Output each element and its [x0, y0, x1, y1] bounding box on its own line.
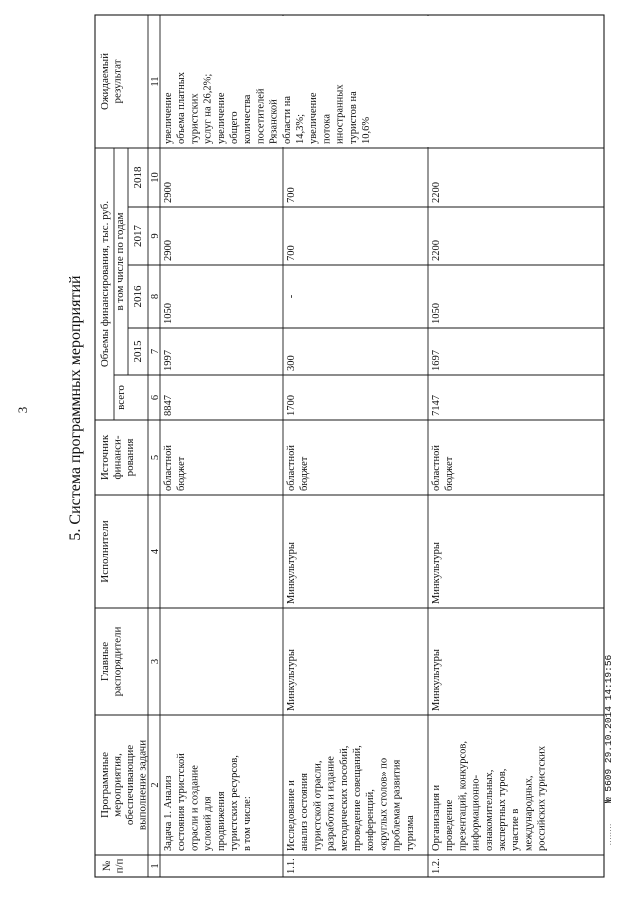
row-activity-line: проведение — [444, 799, 456, 851]
header-activity: Программные — [99, 752, 111, 818]
row-2016: 1050 — [163, 303, 174, 324]
row-result-line: количества — [242, 94, 254, 144]
row-activity-line: туристской отрасли, — [312, 760, 324, 851]
column-number: 4 — [150, 548, 161, 555]
header-main-manager: Главные — [99, 641, 111, 682]
registration-stamp — [603, 654, 614, 845]
row-2018: 700 — [286, 187, 297, 203]
row-activity-line: Исследование и — [286, 780, 297, 851]
row-2017: 2200 — [431, 240, 442, 261]
row-number: 1.1. — [286, 858, 297, 874]
row-activity-line: туристских ресурсов, — [229, 755, 240, 851]
row-activity-line: условий для — [202, 796, 214, 851]
row-funding-source-line: бюджет — [176, 456, 188, 491]
header-funding-source: рования — [124, 438, 136, 477]
row-result-line: услуг на 26,2%; — [202, 73, 214, 144]
row-executors: Минкультуры — [431, 542, 442, 604]
row-2017: 2900 — [163, 240, 174, 261]
row-activity-line: участие в — [510, 808, 522, 851]
header-year: 2018 — [132, 166, 144, 189]
row-2017: 700 — [286, 245, 297, 261]
row-2018: 2200 — [431, 182, 442, 203]
header-funding-source: Источник — [99, 434, 111, 481]
row-activity-line: проведение совещаний, — [352, 745, 363, 851]
row-result-line: 14,3%; — [295, 113, 306, 144]
header-year: 2017 — [132, 225, 144, 247]
column-number: 5 — [150, 454, 161, 461]
page-number: 3 — [15, 406, 30, 414]
row-2015: 1697 — [431, 350, 442, 371]
row-2016: - — [286, 294, 297, 299]
column-number: 8 — [150, 293, 161, 300]
row-activity-line: методических пособий, — [338, 745, 350, 851]
row-result-line: иностранных — [334, 84, 346, 144]
row-funding-source-line: бюджет — [444, 456, 456, 491]
row-result-line: объема платных — [176, 71, 188, 144]
header-activity: выполнение задачи — [136, 739, 149, 831]
row-result-line: области на — [281, 95, 293, 144]
row-activity-line: анализ состояния — [299, 773, 311, 851]
row-main-manager: Минкультуры — [286, 649, 297, 711]
header-funding-source: финанси- — [111, 435, 124, 480]
row-funding-source-line: бюджет — [299, 456, 311, 491]
stamp-text: № 5609 29.10.2014 14:19:56 — [603, 654, 614, 803]
row-activity-line: презентаций, конкурсов, — [457, 741, 469, 851]
header-num: п/п — [113, 858, 126, 874]
header-year: 2016 — [132, 285, 144, 308]
column-number: 7 — [150, 348, 161, 355]
section-title: 5. Система программных мероприятий — [67, 275, 84, 541]
row-funding-source-line: областной — [286, 445, 297, 491]
program-table — [95, 15, 604, 877]
row-executors: Минкультуры — [286, 542, 297, 604]
row-total: 7147 — [431, 395, 442, 416]
row-2018: 2900 — [163, 182, 174, 203]
row-activity-line: международных, — [523, 775, 535, 851]
row-result-line: Рязанской — [268, 99, 280, 144]
row-activity-line: экспертных туров, — [497, 768, 508, 851]
header-funding-volumes: Объемы финансирования, тыс. руб. — [99, 200, 111, 368]
row-number: 1.2. — [431, 858, 442, 874]
row-activity-line: состояния туристской — [176, 753, 188, 851]
stamp-prefix: ........ — [605, 823, 613, 845]
row-result-line: общего — [229, 111, 240, 144]
row-main-manager: Минкультуры — [431, 649, 442, 711]
row-result-line: увеличение — [308, 92, 320, 144]
row-activity-line: Организация и — [431, 784, 442, 851]
column-number: 2 — [150, 782, 161, 788]
row-activity-line: ознакомительных, — [483, 769, 495, 851]
header-year: 2015 — [132, 340, 144, 363]
header-expected-result: результат — [111, 59, 124, 104]
header-expected-result: Ожидаемый — [99, 52, 111, 111]
row-activity-line: разработка и издание — [325, 756, 337, 851]
row-activity-line: проблемам развития — [391, 759, 403, 851]
row-activity-line: туризма — [404, 815, 416, 851]
row-result-line: туристских — [189, 93, 201, 144]
row-result-line: посетителей — [255, 88, 267, 144]
header-activity: обеспечивающие — [124, 744, 136, 826]
header-executors: Исполнители — [99, 520, 111, 583]
row-activity-line: продвижения — [215, 791, 227, 851]
row-activity-line: конференций, — [365, 789, 377, 851]
row-2015: 300 — [286, 355, 297, 371]
row-funding-source-line: областной — [163, 445, 174, 491]
row-result-line: увеличение — [215, 92, 227, 144]
row-total: 8847 — [163, 395, 174, 416]
header-by-years: в том числе по годам — [114, 212, 126, 311]
column-number: 9 — [150, 233, 161, 239]
header-activity: мероприятия, — [111, 753, 124, 817]
row-activity-line: «круглых столов» по — [378, 757, 390, 851]
header-total: всего — [115, 385, 127, 410]
row-activity-line: российских туристских — [536, 745, 548, 851]
row-result-line: увеличение — [163, 92, 174, 144]
row-activity-line: в том числе: — [242, 796, 254, 851]
column-number: 3 — [150, 658, 161, 665]
row-total: 1700 — [286, 395, 297, 416]
row-2015: 1997 — [163, 350, 174, 371]
row-activity-line: Задача 1. Анализ — [163, 775, 174, 851]
row-activity-line: отрасли и создание — [189, 765, 201, 851]
row-result-line: потока — [321, 113, 333, 144]
row-funding-source-line: областной — [431, 445, 442, 491]
column-number: 11 — [150, 76, 161, 87]
header-num: № — [101, 860, 113, 872]
row-result-line: 10,6% — [361, 116, 372, 144]
column-number: 1 — [150, 863, 161, 869]
row-2016: 1050 — [431, 303, 442, 324]
result-span-cover — [427, 16, 430, 147]
header-main-manager: распорядители — [111, 626, 124, 697]
row-activity-line: информационно- — [470, 774, 482, 851]
column-number: 6 — [150, 394, 161, 401]
row-result-line: туристов на — [347, 91, 359, 144]
column-number: 10 — [150, 172, 161, 183]
